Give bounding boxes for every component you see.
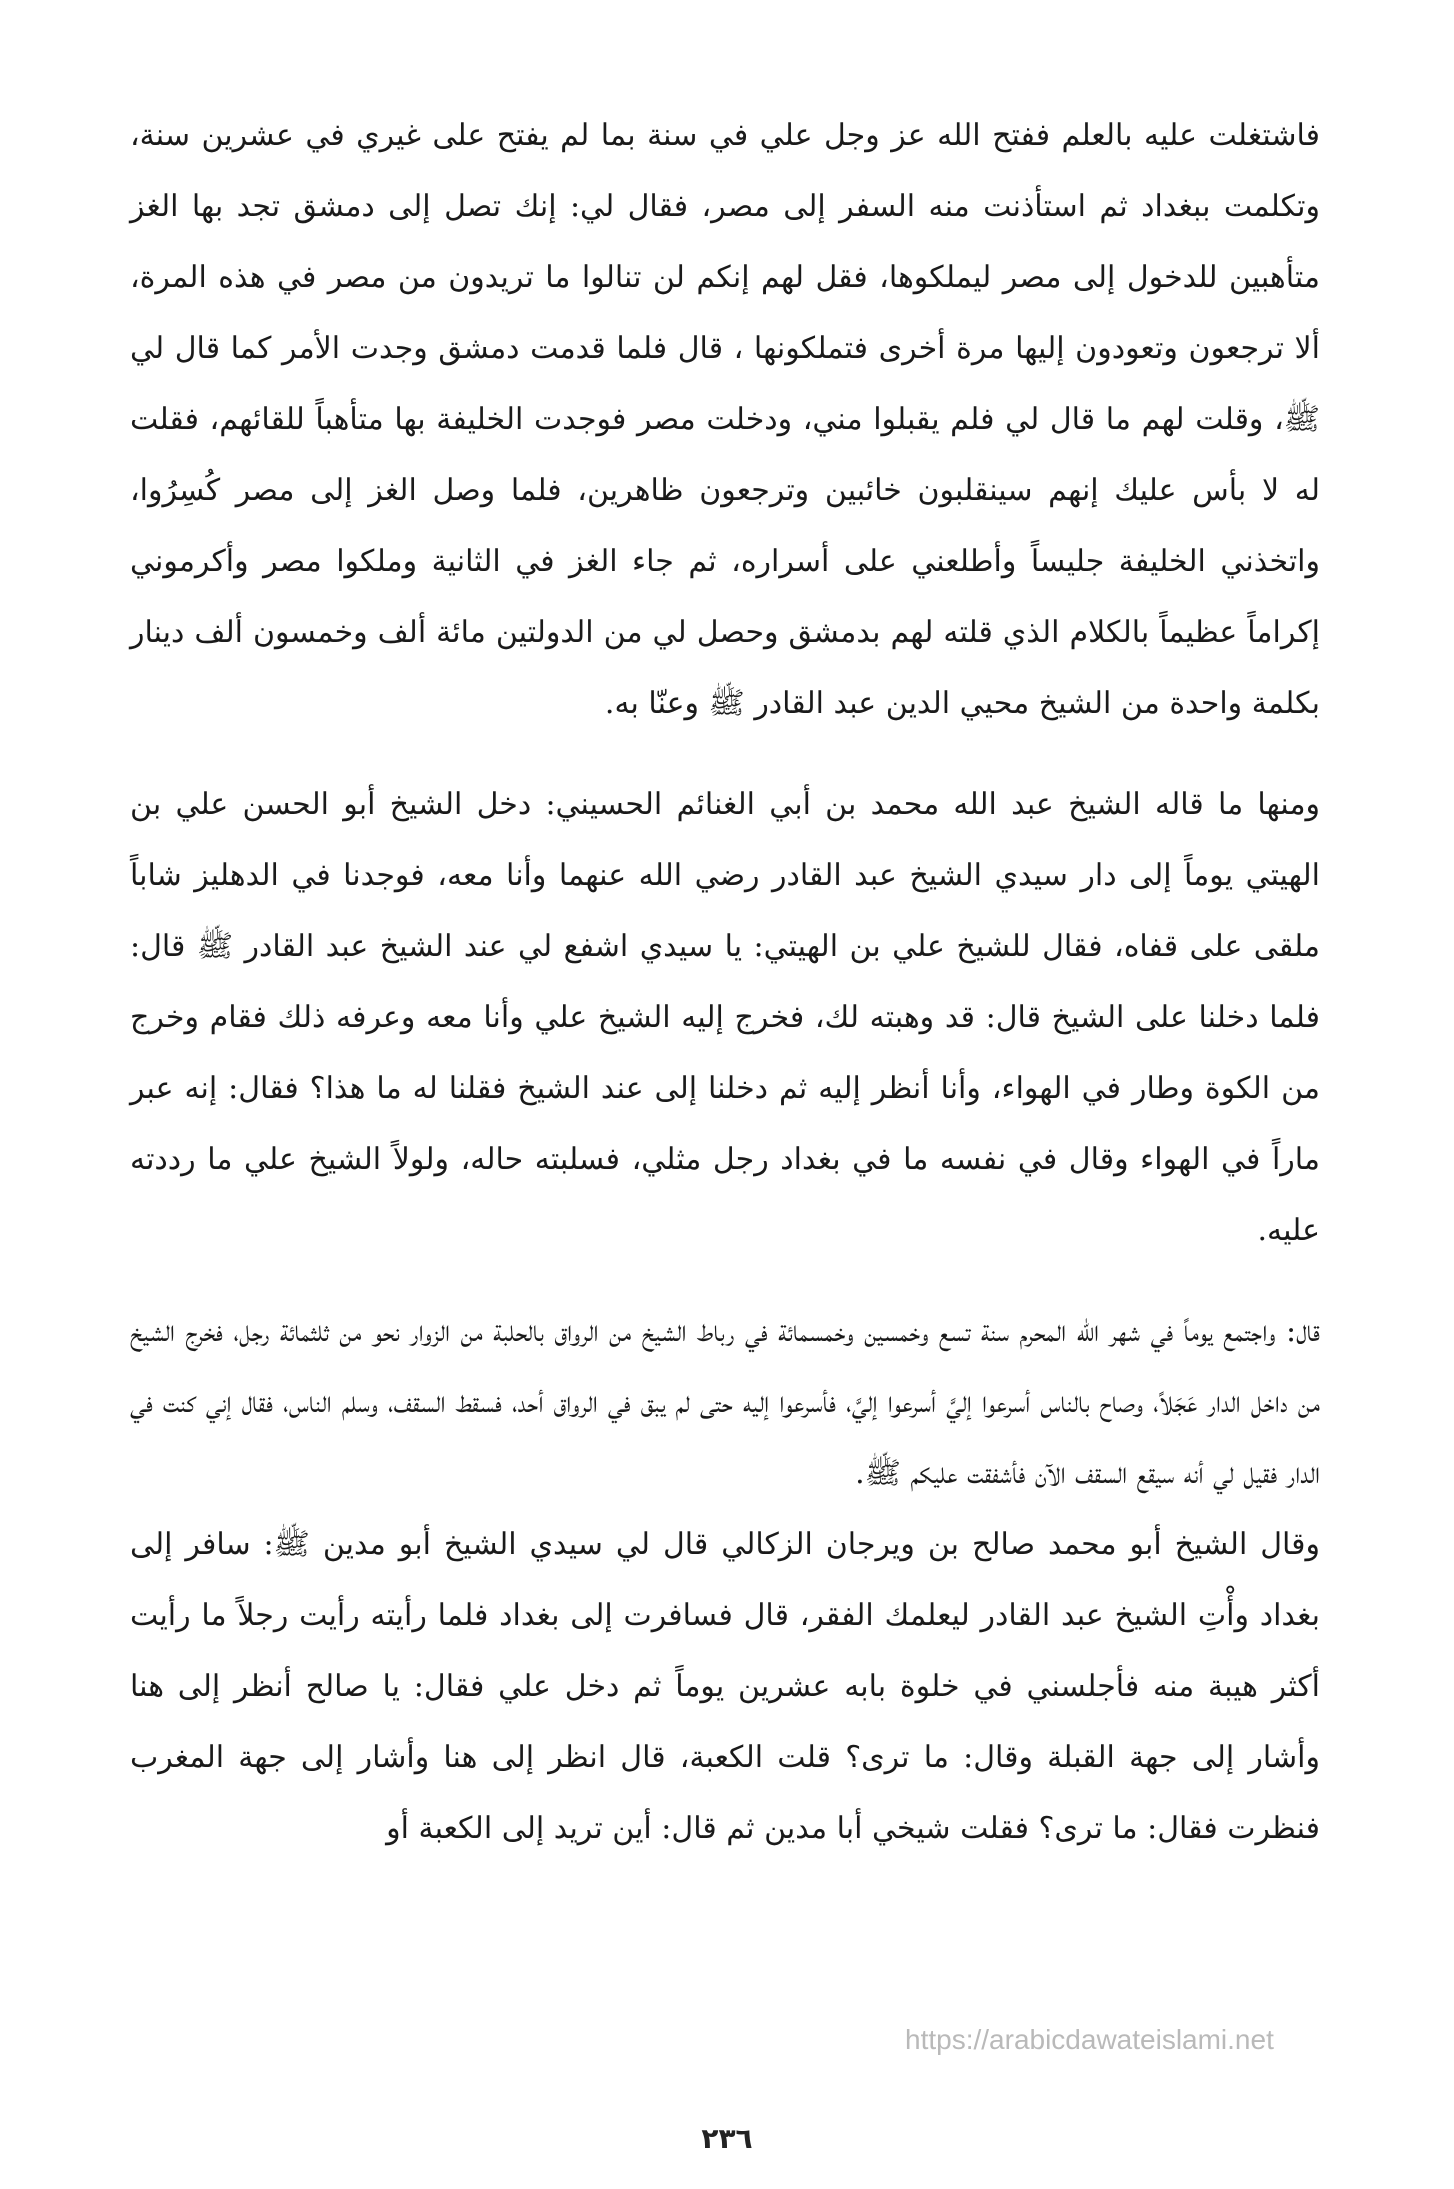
paragraph-3: قال: واجتمع يوماً في شهر الله المحرم سنة تسع وخمسين وخمسمائة في رباط الشيخ من الرواق بالحلبة من الزوار نحو من ثلثمائة رجل، فخرج الشيخ من داخل الدار عَجَلاً، وصاح بالناس أسرعوا إليَّ أسرعوا إليَّ، فأسرعوا إليه حتى لم يبق في الرواق أحد، فسقط السقف، وسلم الناس، فقال إني كنت في الدار فقيل لي أنه سيقع السقف الآن فأشفقت عليكم ﷺ. — [130, 1314, 1320, 1491]
paragraph-1: فاشتغلت عليه بالعلم ففتح الله عز وجل علي في سنة بما لم يفتح على غيري في عشرين سنة، وتكلمت ببغداد ثم استأذنت منه السفر إلى مصر، فقال لي: إنك تصل إلى دمشق تجد بها الغز متأهبين للدخول إلى مصر ليملكوها، فقل لهم إنكم لن تنالوا ما تريدون من مصر في هذه المرة، ألا ترجعون وتعودون إليها مرة أخرى فتملكونها ، قال فلما قدمت دمشق وجدت الأمر كما قال لي ﷺ، وقلت لهم ما قال لي فلم يقبلوا مني، ودخلت مصر فوجدت الخليفة بها متأهباً للقائهم، فقلت له لا بأس عليك إنهم سينقلبون خائبين وترجعون ظاهرين، فلما وصل الغز إلى مصر كُسِرُوا، واتخذني الخليفة جليساً وأطلعني على أسراره، ثم جاء الغز في الثانية وملكوا مصر وأكرموني إكراماً عظيماً بالكلام الذي قلته لهم بدمشق وحصل لي من الدولتين مائة ألف وخمسون ألف دينار بكلمة واحدة من الشيخ محيي الدين عبد القادر ﷺ وعنّا به. — [130, 118, 1320, 721]
paragraph-4: وقال الشيخ أبو محمد صالح بن ويرجان الزكالي قال لي سيدي الشيخ أبو مدين ﷺ: سافر إلى بغداد وأْتِ الشيخ عبد القادر ليعلمك الفقر، قال فسافرت إلى بغداد فلما رأيته رأيت رجلاً ما رأيت أكثر هيبة منه فأجلسني في خلوة بابه عشرين يوماً ثم دخل علي فقال: يا صالح أنظر إلى هنا وأشار إلى جهة القبلة وقال: ما ترى؟ قلت الكعبة، قال انظر إلى هنا وأشار إلى جهة المغرب فنظرت فقال: ما ترى؟ فقلت شيخي أبا مدين ثم قال: أين تريد إلى الكعبة أو — [130, 1527, 1320, 1846]
paragraph-2: ومنها ما قاله الشيخ عبد الله محمد بن أبي الغنائم الحسيني: دخل الشيخ أبو الحسن علي بن الهيتي يوماً إلى دار سيدي الشيخ عبد القادر رضي الله عنهما وأنا معه، فوجدنا في الدهليز شاباً ملقى على قفاه، فقال للشيخ علي بن الهيتي: يا سيدي اشفع لي عند الشيخ عبد القادر ﷺ قال: فلما دخلنا على الشيخ قال: قد وهبته لك، فخرج إليه الشيخ علي وأنا معه وعرفه ذلك فقام وخرج من الكوة وطار في الهواء، وأنا أنظر إليه ثم دخلنا إلى عند الشيخ فقلنا له ما هذا؟ فقال: إنه عبر ماراً في الهواء وقال في نفسه ما في بغداد رجل مثلي، فسلبته حاله، ولولاً الشيخ علي ما رددته عليه. — [130, 787, 1321, 1248]
text-body — [130, 100, 1320, 1864]
page-number: ٢٣٦ — [701, 2122, 753, 2155]
watermark-url: https://arabicdawateislami.net — [905, 2024, 1274, 2055]
